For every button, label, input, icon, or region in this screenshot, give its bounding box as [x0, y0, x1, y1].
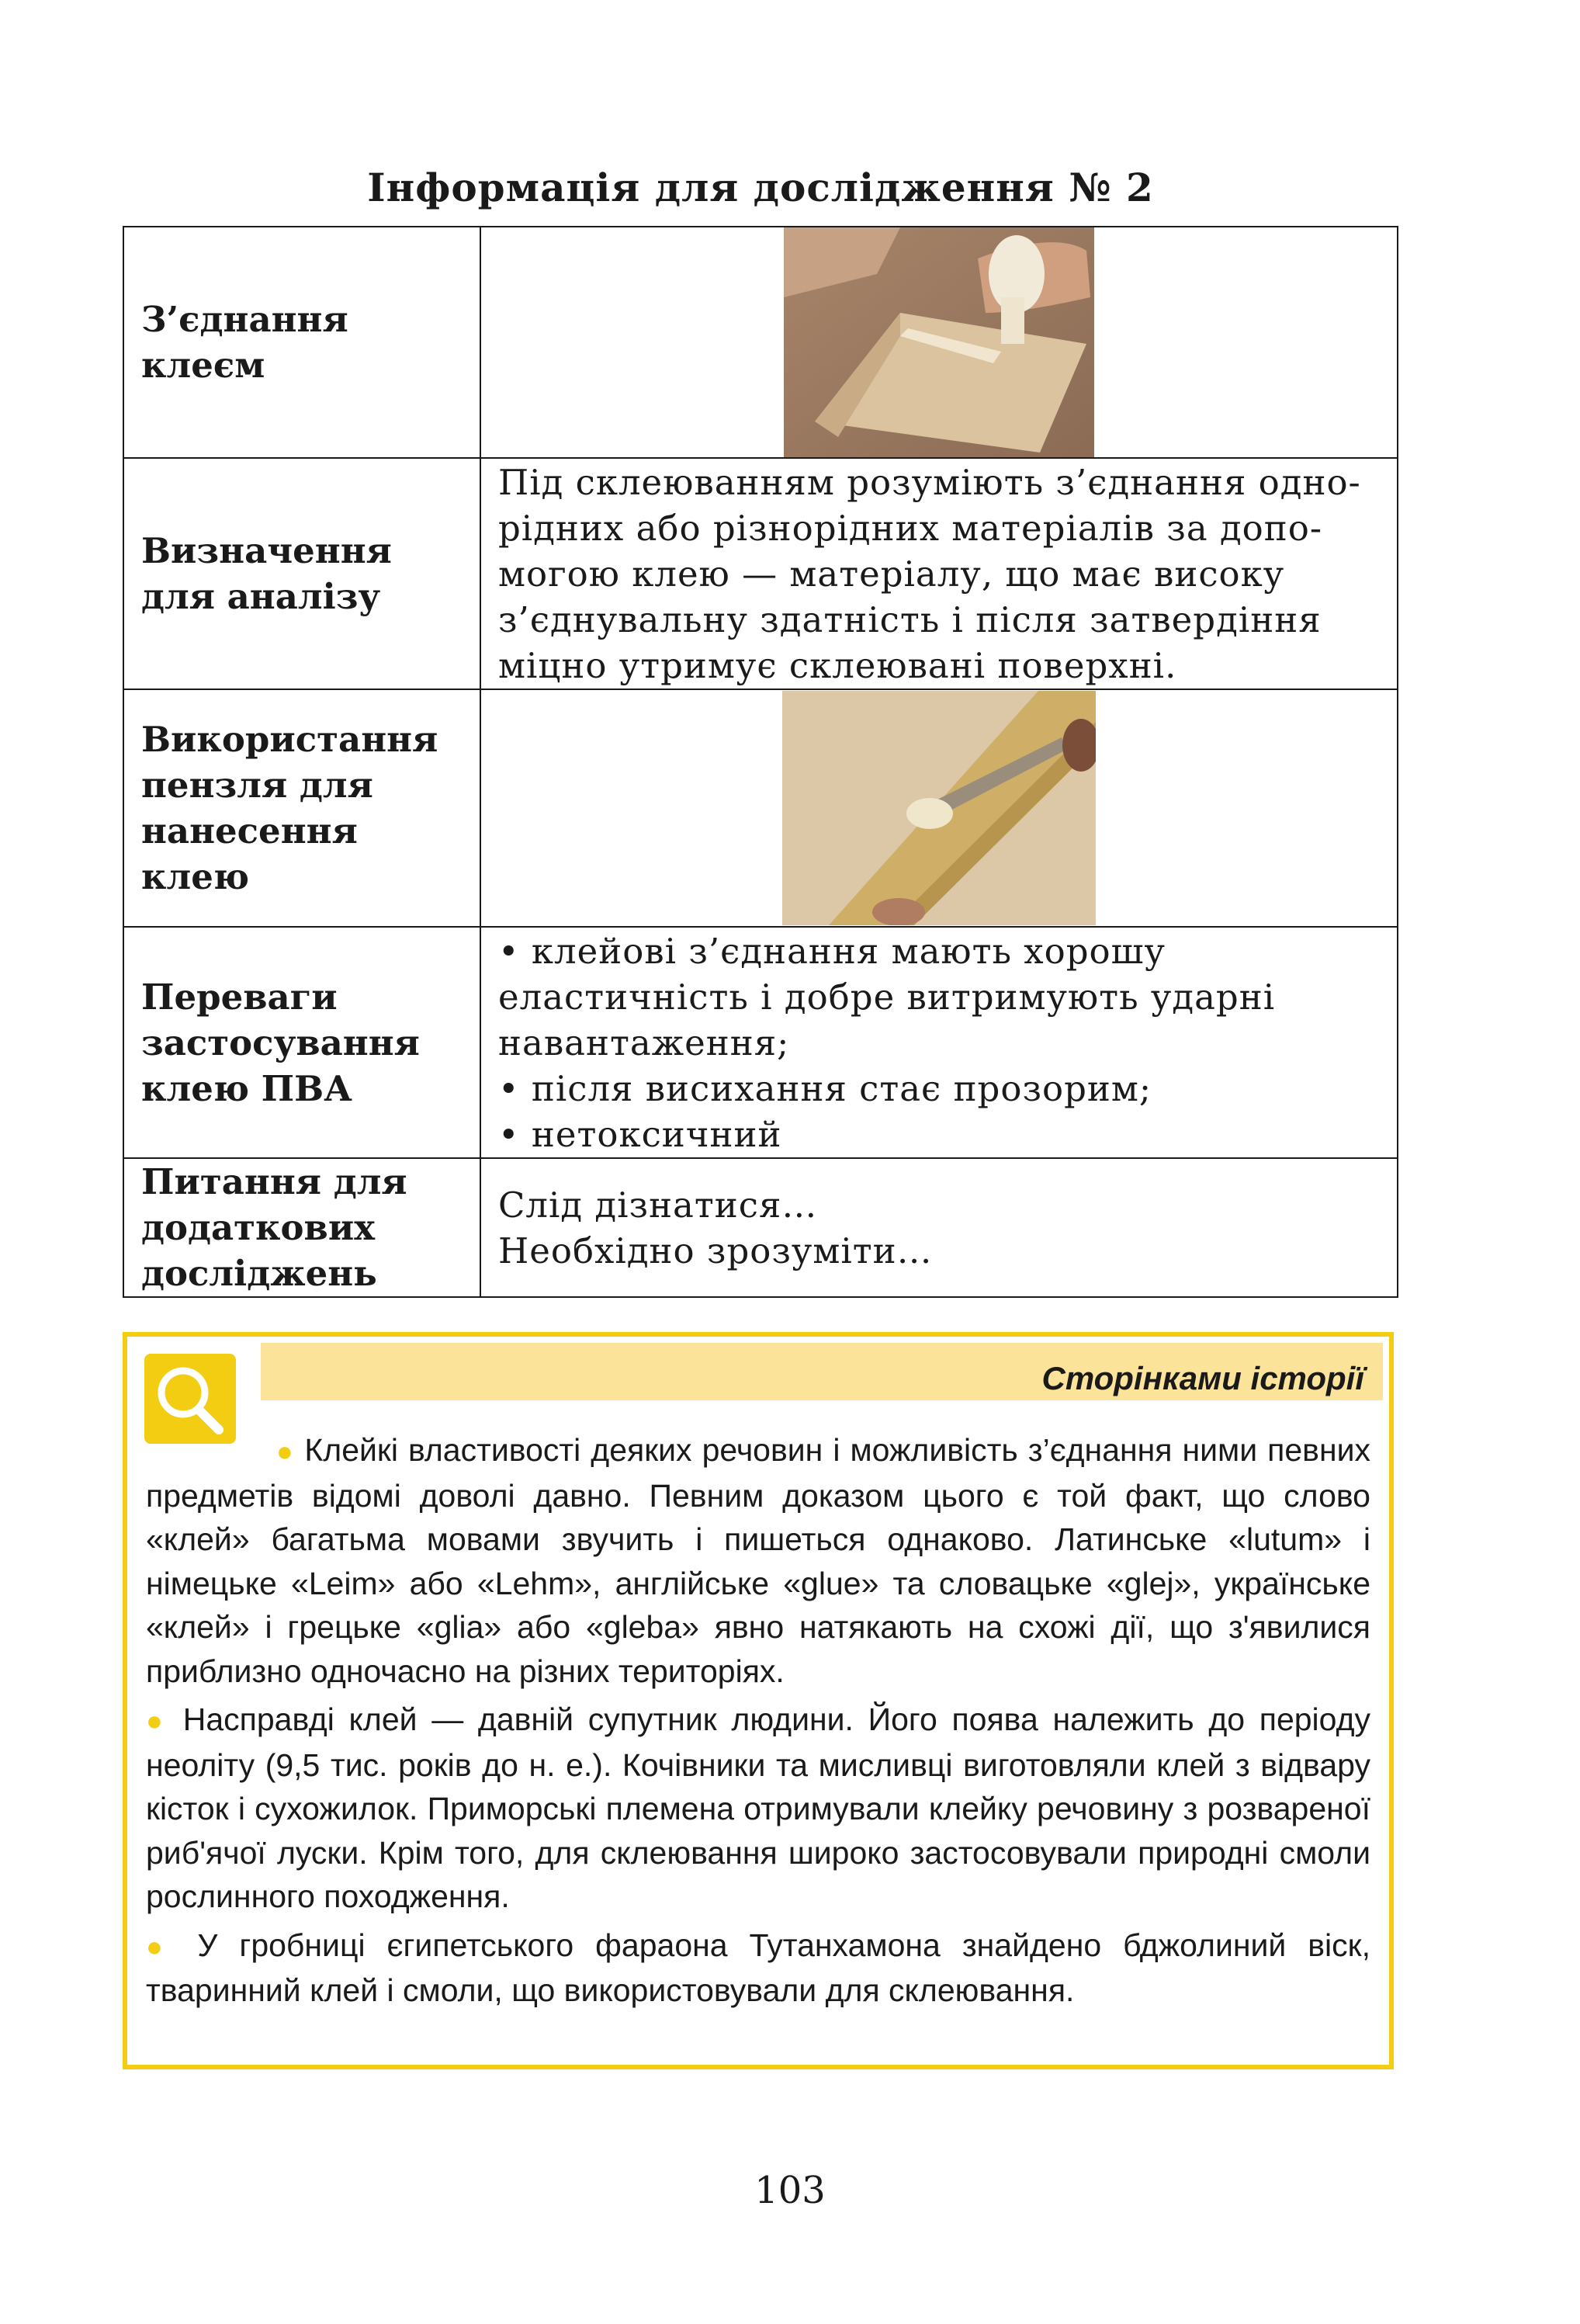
- list-item: • нетоксичний: [498, 1113, 782, 1155]
- history-paragraph: ● Клейкі властивості деяких речовин і можливість з’єднання ними певних предметів відомі доволі давно. Певним доказом цього є той факт, що слово «клей» багатьма мовами звучить і пишеться однаково. Латинське «lutum» і німецьке «Leim» або «Lehm», англійське «glue» та словацьке «glej», українське «клей» і грецьке «glia» або «gleba» явно натякають на схожі дії, що з'явилися приблизно одночасно на різних територіях.: [146, 1432, 1370, 1689]
- list-item: • клейові з’єднання мають хорошу еластичність і добре витримують ударні навантаження;: [498, 930, 1276, 1063]
- list-item: • після висихання стає прозорим;: [498, 1067, 1152, 1109]
- glue-joint-image: [784, 227, 1094, 457]
- advantages-list: [480, 927, 1398, 1158]
- bullet-icon: ●: [146, 1930, 176, 1962]
- list-item: Необхідно зрозуміти…: [498, 1230, 933, 1271]
- history-title: Сторінками історії: [1041, 1360, 1364, 1396]
- info-table: [123, 226, 1398, 1298]
- history-text: [146, 1428, 1370, 2017]
- table-row: [123, 927, 1398, 1158]
- table-row: [123, 458, 1398, 689]
- brush-image: [782, 691, 1096, 925]
- glue-joint-photo: [480, 227, 1398, 458]
- bullet-icon: ●: [146, 1705, 169, 1736]
- row-label: Переваги застосування клею ПВА: [123, 927, 480, 1158]
- row-label: Питання для додаткових досліджень: [123, 1158, 480, 1297]
- history-box: [123, 1332, 1394, 2069]
- table-row: [123, 227, 1398, 458]
- questions-text: [480, 1158, 1398, 1297]
- history-paragraph: ● Насправді клей — давній супутник людини. Його поява належить до періоду неоліту (9,5 тис. років до н. е.). Кочівники та мисливці виготовляли клей з відвару кісток і сухожилок. Приморські племена отримували клейку речовину з розвареної риб'ячої луски. Крім того, для склеювання широко застосовували природні смоли рослинного походження.: [146, 1701, 1370, 1914]
- row-label: Використання пензля для нанесення клею: [123, 689, 480, 927]
- table-row: [123, 1158, 1398, 1297]
- bullet-icon: ●: [276, 1435, 295, 1467]
- brush-glue-photo: [480, 689, 1398, 927]
- row-label: З’єднання клеєм: [123, 227, 480, 458]
- definition-text: Під склеюванням розуміють з’єднання однорідних або різнорідних матеріалів за допомогою клею — матеріалу, що має високу з’єднувальну здатність і після затвердіння міцно утримує склеювані поверхні.: [480, 458, 1398, 689]
- history-paragraph: ● У гробниці єгипетського фараона Тутанхамона знайдено бджолиний віск, тваринний клей і смоли, що використовували для склеювання.: [146, 1927, 1370, 2008]
- row-label: Визначення для аналізу: [123, 458, 480, 689]
- table-row: [123, 689, 1398, 927]
- page-number: 103: [754, 2169, 826, 2212]
- page-title: Інформація для дослідження № 2: [367, 165, 1154, 210]
- history-header-band: [261, 1343, 1383, 1400]
- list-item: Слід дізнатися…: [498, 1184, 818, 1226]
